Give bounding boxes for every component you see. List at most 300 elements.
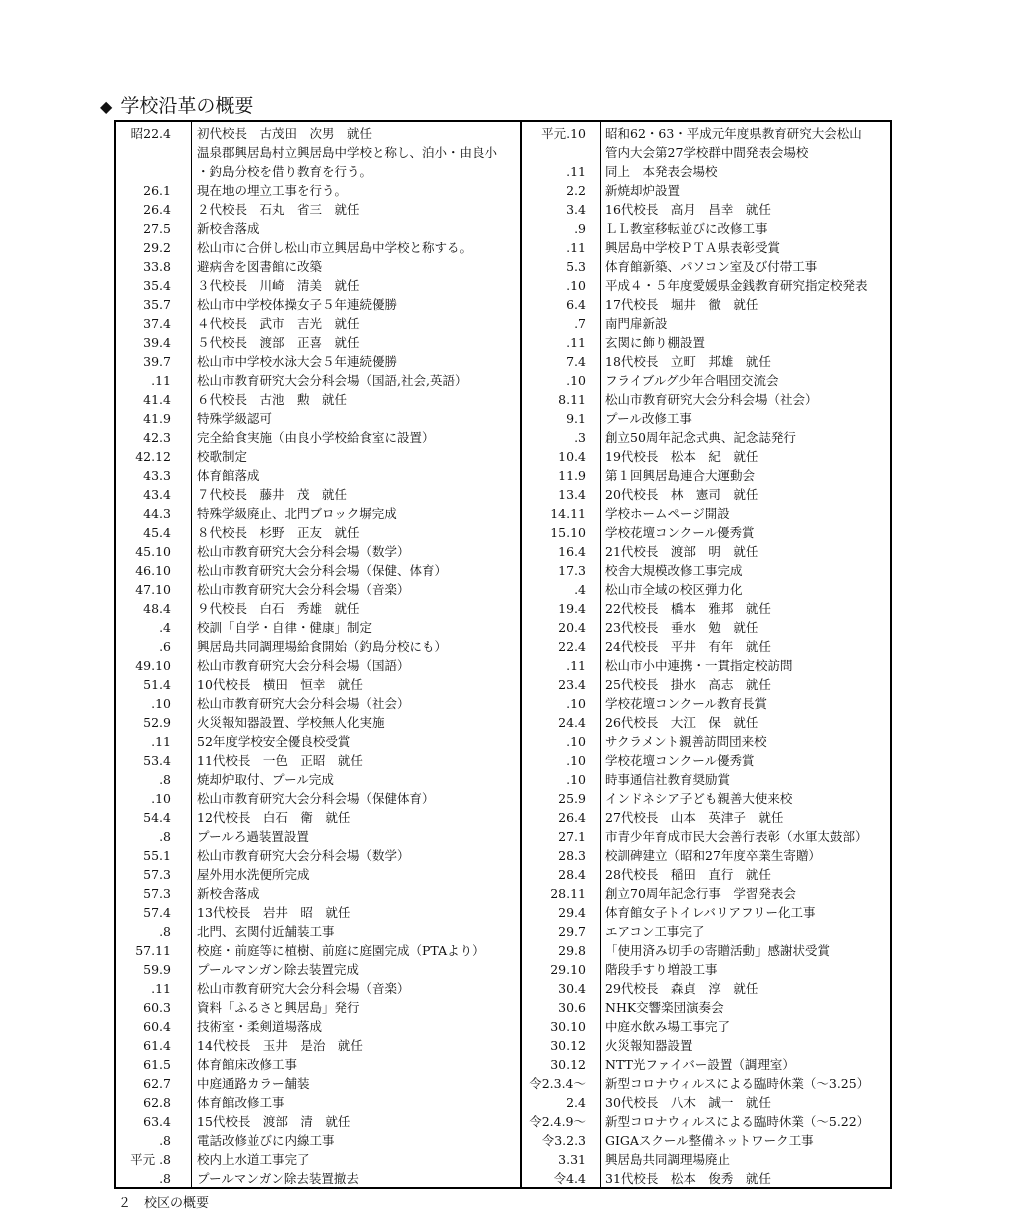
- history-row: [116, 466, 520, 485]
- history-event: 中庭水飲み場工事完了: [605, 1019, 731, 1034]
- history-date: 55.1: [143, 848, 171, 863]
- history-row: [522, 428, 890, 447]
- history-event: 現在地の埋立工事を行う。: [197, 183, 348, 198]
- history-event: 資料「ふるさと興居島」発行: [197, 1000, 360, 1015]
- history-row: [116, 523, 520, 542]
- history-event: 松山市小中連携・一貫指定校訪問: [605, 658, 793, 673]
- history-event: 校舎大規模改修工事完成: [605, 563, 743, 578]
- history-row: [522, 276, 890, 295]
- history-event: 学校花壇コンクール教育長賞: [605, 696, 768, 711]
- history-row: [116, 1036, 520, 1055]
- history-date: 平元 .8: [130, 1152, 171, 1167]
- history-event: ２代校長 石丸 省三 就任: [197, 202, 360, 217]
- history-row: [116, 580, 520, 599]
- history-event: 同上 本発表会場校: [605, 164, 718, 179]
- history-event: 平成４・５年度愛媛県金銭教育研究指定校発表: [605, 278, 868, 293]
- history-event: 14代校長 玉井 是治 就任: [197, 1038, 363, 1053]
- history-row: [116, 903, 520, 922]
- history-date: 22.4: [558, 639, 586, 654]
- history-event: 校訓碑建立（昭和27年度卒業生寄贈）: [605, 848, 821, 863]
- history-date: 30.4: [558, 981, 586, 996]
- history-date: 9.1: [566, 411, 586, 426]
- history-row: [522, 884, 890, 903]
- history-event: 興居島中学校ＰＴＡ県表彰受賞: [605, 240, 781, 255]
- history-row: [116, 504, 520, 523]
- history-event: NHK交響楽団演奏会: [605, 1000, 724, 1015]
- history-date: .9: [574, 221, 586, 236]
- history-event: サクラメント親善訪問団来校: [605, 734, 767, 749]
- history-date: 15.10: [550, 525, 586, 540]
- history-row: [116, 789, 520, 808]
- history-event: 屋外用水洗便所完成: [197, 867, 310, 882]
- history-date: 52.9: [143, 715, 171, 730]
- history-event: ５代校長 渡部 正喜 就任: [197, 335, 360, 350]
- history-event: フライブルグ少年合唱団交流会: [605, 373, 779, 388]
- history-event: 学校ホームページ開設: [605, 506, 730, 521]
- history-row: [522, 1112, 890, 1131]
- history-date: 17.3: [558, 563, 586, 578]
- history-event: 新校舎落成: [197, 221, 260, 236]
- history-date: 35.7: [143, 297, 171, 312]
- history-event: 創立50周年記念式典、記念誌発行: [605, 430, 796, 445]
- history-row: [116, 542, 520, 561]
- history-event: 15代校長 渡部 清 就任: [197, 1114, 351, 1129]
- history-row: [116, 447, 520, 466]
- history-date: .10: [151, 696, 171, 711]
- history-event: 体育館新築、パソコン室及び付帯工事: [605, 259, 818, 274]
- history-event: 完全給食実施（由良小学校給食室に設置）: [197, 430, 435, 445]
- history-row: [522, 846, 890, 865]
- history-event: 技術室・柔剣道場落成: [197, 1019, 323, 1034]
- history-event: エアコン工事完了: [605, 924, 705, 939]
- history-date: 令4.4: [553, 1171, 586, 1186]
- history-date: .3: [574, 430, 586, 445]
- history-event: 25代校長 掛水 高志 就任: [605, 677, 771, 692]
- history-event: 校内上水道工事完了: [197, 1152, 310, 1167]
- history-date: 49.10: [135, 658, 171, 673]
- history-row: [522, 922, 890, 941]
- history-event: 28代校長 稲田 直行 就任: [605, 867, 771, 882]
- history-row: [522, 1017, 890, 1036]
- history-row: [522, 181, 890, 200]
- history-date: 20.4: [558, 620, 586, 635]
- history-row: [116, 713, 520, 732]
- history-row: [116, 1017, 520, 1036]
- history-date: 57.11: [135, 943, 171, 958]
- history-event: ９代校長 白石 秀雄 就任: [197, 601, 360, 616]
- history-date: 24.4: [558, 715, 586, 730]
- history-row: [116, 409, 520, 428]
- history-event: 10代校長 横田 恒幸 就任: [197, 677, 363, 692]
- history-row: [116, 257, 520, 276]
- history-row: [522, 542, 890, 561]
- history-date: 60.3: [143, 1000, 171, 1015]
- history-row: [116, 618, 520, 637]
- history-event: 北門、玄関付近舗装工事: [197, 924, 335, 939]
- history-row: [116, 1169, 520, 1188]
- history-event: 新焼却炉設置: [605, 183, 681, 198]
- history-event: プールマンガン除去装置撤去: [197, 1171, 359, 1186]
- history-row: [522, 1169, 890, 1188]
- history-date: .10: [566, 373, 586, 388]
- history-row: [116, 732, 520, 751]
- history-table: [114, 120, 892, 1189]
- history-date: 26.4: [143, 202, 171, 217]
- history-date: 37.4: [143, 316, 171, 331]
- history-row: [116, 162, 520, 181]
- history-date: 41.9: [143, 411, 171, 426]
- history-event: 松山市教育研究大会分科会場（国語,社会,英語）: [197, 373, 468, 388]
- history-date: .10: [566, 753, 586, 768]
- history-event: 興居島共同調理場廃止: [605, 1152, 731, 1167]
- history-event: 13代校長 岩井 昭 就任: [197, 905, 351, 920]
- history-row: [116, 1131, 520, 1150]
- history-row: [522, 998, 890, 1017]
- history-row: [116, 352, 520, 371]
- history-event: 19代校長 松本 紀 就任: [605, 449, 759, 464]
- history-row: [116, 314, 520, 333]
- history-row: [522, 1131, 890, 1150]
- history-date: 19.4: [558, 601, 586, 616]
- history-date: 30.6: [558, 1000, 586, 1015]
- history-date: 62.8: [143, 1095, 171, 1110]
- history-date: 28.4: [558, 867, 586, 882]
- history-row: [522, 941, 890, 960]
- history-date: 61.4: [143, 1038, 171, 1053]
- history-event: 松山市教育研究大会分科会場（社会）: [197, 696, 410, 711]
- history-event: 新型コロナウィルスによる臨時休業（～3.25）: [605, 1076, 870, 1091]
- history-date: [522, 143, 600, 162]
- history-row: [522, 1150, 890, 1169]
- history-date: 39.4: [143, 335, 171, 350]
- history-event: 管内大会第27学校群中間発表会場校: [605, 145, 809, 160]
- history-date: .6: [159, 639, 171, 654]
- history-date: .10: [566, 278, 586, 293]
- history-date: 27.1: [558, 829, 586, 844]
- history-event: 体育館床改修工事: [197, 1057, 298, 1072]
- history-event: 玄関に飾り棚設置: [605, 335, 706, 350]
- history-event: 新型コロナウィルスによる臨時休業（～5.22）: [605, 1114, 870, 1129]
- history-row: [522, 390, 890, 409]
- history-date: 25.9: [558, 791, 586, 806]
- history-date: [116, 143, 191, 162]
- history-date: 令2.4.9～: [529, 1114, 586, 1129]
- history-row: [522, 827, 890, 846]
- history-date: 48.4: [143, 601, 171, 616]
- history-event: 校歌制定: [197, 449, 248, 464]
- history-row: [522, 447, 890, 466]
- history-date: 42.12: [135, 449, 171, 464]
- history-event: 市青少年育成市民大会善行表彰（水軍太鼓部）: [605, 829, 868, 844]
- history-event: 22代校長 橋本 雅邦 就任: [605, 601, 771, 616]
- history-date: 45.10: [135, 544, 171, 559]
- next-section-heading: ２ 校区の概要: [118, 1196, 210, 1211]
- history-row: [522, 637, 890, 656]
- history-row: [116, 295, 520, 314]
- history-date: 6.4: [566, 297, 586, 312]
- history-row: [522, 732, 890, 751]
- history-event: 温泉郡興居島村立興居島中学校と称し、泊小・由良小: [197, 145, 498, 160]
- history-event: 焼却炉取付、プール完成: [197, 772, 334, 787]
- history-row: [116, 238, 520, 257]
- history-event: ６代校長 古池 勲 就任: [197, 392, 348, 407]
- history-date: .11: [151, 981, 171, 996]
- history-event: ８代校長 杉野 正友 就任: [197, 525, 360, 540]
- history-row: [522, 903, 890, 922]
- history-date: 43.4: [143, 487, 171, 502]
- history-row: [116, 751, 520, 770]
- history-event: 松山市教育研究大会分科会場（数学）: [197, 544, 410, 559]
- history-date: .8: [159, 924, 171, 939]
- history-event: 24代校長 平井 有年 就任: [605, 639, 771, 654]
- history-event: ７代校長 藤井 茂 就任: [197, 487, 348, 502]
- history-event: 学校花壇コンクール優秀賞: [605, 753, 755, 768]
- history-date: 46.10: [135, 563, 171, 578]
- history-row: [522, 333, 890, 352]
- history-event: 特殊学級廃止、北門ブロック塀完成: [197, 506, 397, 521]
- history-row: [522, 200, 890, 219]
- history-date: 57.3: [143, 867, 171, 882]
- history-event: ・釣島分校を借り教育を行う。: [197, 164, 373, 179]
- history-event: 初代校長 古茂田 次男 就任: [197, 126, 373, 141]
- section-heading: [100, 94, 253, 119]
- history-event: 23代校長 垂水 勉 就任: [605, 620, 759, 635]
- history-row: [522, 371, 890, 390]
- history-event: 松山市全域の校区弾力化: [605, 582, 743, 597]
- history-date: 13.4: [558, 487, 586, 502]
- history-row: [522, 409, 890, 428]
- history-date: 35.4: [143, 278, 171, 293]
- history-row: [522, 865, 890, 884]
- history-event: 火災報知器設置: [605, 1038, 693, 1053]
- diamond-icon: ◆: [100, 97, 113, 116]
- history-date: .8: [159, 1133, 171, 1148]
- history-row: [522, 751, 890, 770]
- history-date: .11: [566, 658, 586, 673]
- history-row: [116, 181, 520, 200]
- history-date: 63.4: [143, 1114, 171, 1129]
- history-event: 松山市中学校体操女子５年連続優勝: [197, 297, 398, 312]
- history-row: [116, 333, 520, 352]
- history-row: [116, 219, 520, 238]
- history-event: 20代校長 林 憲司 就任: [605, 487, 759, 502]
- history-date: 30.12: [550, 1057, 586, 1072]
- history-date: .4: [159, 620, 171, 635]
- history-row: [522, 352, 890, 371]
- history-event: 27代校長 山本 英津子 就任: [605, 810, 784, 825]
- history-row: [522, 1055, 890, 1074]
- history-row: [116, 960, 520, 979]
- history-row: [116, 599, 520, 618]
- history-event: 松山市教育研究大会分科会場（数学）: [197, 848, 410, 863]
- history-date: .8: [159, 1171, 171, 1186]
- history-row: [116, 1055, 520, 1074]
- history-event: 16代校長 高月 昌幸 就任: [605, 202, 771, 217]
- history-date: 10.4: [558, 449, 586, 464]
- history-event: 火災報知器設置、学校無人化実施: [197, 715, 385, 730]
- history-row: [116, 143, 520, 162]
- history-event: ３代校長 川崎 清美 就任: [197, 278, 360, 293]
- history-row: [522, 162, 890, 181]
- history-date: .11: [566, 335, 586, 350]
- history-date: 57.4: [143, 905, 171, 920]
- history-row: [116, 1093, 520, 1112]
- history-row: [522, 694, 890, 713]
- history-date: 28.11: [550, 886, 586, 901]
- history-row: [522, 1036, 890, 1055]
- history-date: 14.11: [550, 506, 586, 521]
- history-event: 18代校長 立町 邦雄 就任: [605, 354, 771, 369]
- history-date: 29.2: [143, 240, 171, 255]
- history-row: [116, 675, 520, 694]
- history-date: .8: [159, 829, 171, 844]
- history-date: 39.7: [143, 354, 171, 369]
- history-row: [522, 675, 890, 694]
- history-row: [116, 637, 520, 656]
- history-event: 体育館女子トイレバリアフリー化工事: [605, 905, 816, 920]
- history-event: 29代校長 森貞 淳 就任: [605, 981, 759, 996]
- history-event: 松山市教育研究大会分科会場（保健、体育）: [197, 563, 448, 578]
- history-row: [522, 618, 890, 637]
- history-row: [522, 580, 890, 599]
- history-row: [116, 124, 520, 143]
- history-event: 階段手すり増設工事: [605, 962, 718, 977]
- history-date: 29.7: [558, 924, 586, 939]
- history-event: 21代校長 渡部 明 就任: [605, 544, 759, 559]
- history-event: インドネシア子ども親善大使来校: [605, 791, 793, 806]
- history-row: [116, 276, 520, 295]
- history-event: 学校花壇コンクール優秀賞: [605, 525, 755, 540]
- history-date: 29.8: [558, 943, 586, 958]
- history-date: 2.2: [566, 183, 586, 198]
- history-date: 57.3: [143, 886, 171, 901]
- history-date: .10: [566, 772, 586, 787]
- history-date: 44.3: [143, 506, 171, 521]
- history-row: [522, 979, 890, 998]
- history-date: 3.4: [566, 202, 586, 217]
- history-event: 11代校長 一色 正昭 就任: [197, 753, 363, 768]
- history-row: [116, 941, 520, 960]
- history-date: 43.3: [143, 468, 171, 483]
- history-date: 23.4: [558, 677, 586, 692]
- history-event: 松山市中学校水泳大会５年連続優勝: [197, 354, 398, 369]
- history-date: 59.9: [143, 962, 171, 977]
- section-title: 学校沿革の概要: [120, 95, 254, 117]
- history-date: 30.12: [550, 1038, 586, 1053]
- history-date: 42.3: [143, 430, 171, 445]
- history-date: 54.4: [143, 810, 171, 825]
- history-row: [116, 979, 520, 998]
- history-event: 校訓「自学・自律・健康」制定: [197, 620, 373, 635]
- history-event: 12代校長 白石 衛 就任: [197, 810, 351, 825]
- history-row: [522, 656, 890, 675]
- history-event: ４代校長 武市 吉光 就任: [197, 316, 360, 331]
- history-event: プールろ過装置設置: [197, 829, 309, 844]
- history-row: [522, 713, 890, 732]
- history-event: 電話改修並びに内線工事: [197, 1133, 335, 1148]
- history-event: プール改修工事: [605, 411, 692, 426]
- history-event: 30代校長 八木 誠一 就任: [605, 1095, 771, 1110]
- history-date: 昭22.4: [130, 126, 171, 141]
- history-row: [522, 523, 890, 542]
- history-date: .11: [566, 164, 586, 179]
- history-date: 29.10: [550, 962, 586, 977]
- history-date: 8.11: [558, 392, 586, 407]
- history-row: [522, 561, 890, 580]
- history-event: 松山市教育研究大会分科会場（保健体育）: [197, 791, 435, 806]
- history-row: [116, 428, 520, 447]
- history-event: 興居島共同調理場給食開始（釣島分校にも）: [197, 639, 448, 654]
- history-event: 松山市教育研究大会分科会場（音楽）: [197, 582, 410, 597]
- history-row: [522, 599, 890, 618]
- history-row: [522, 143, 890, 162]
- history-row: [522, 770, 890, 789]
- history-event: 17代校長 堀井 徹 就任: [605, 297, 759, 312]
- history-event: 避病舎を図書館に改築: [197, 259, 323, 274]
- history-event: 昭和62・63・平成元年度県教育研究大会松山: [605, 126, 862, 141]
- history-date: 16.4: [558, 544, 586, 559]
- history-row: [116, 884, 520, 903]
- history-event: 52年度学校安全優良校受賞: [197, 734, 351, 749]
- history-date: 平元.10: [541, 126, 586, 141]
- history-event: 南門扉新設: [605, 316, 668, 331]
- history-row: [116, 808, 520, 827]
- history-date: .8: [159, 772, 171, 787]
- history-row: [116, 485, 520, 504]
- history-date: 45.4: [143, 525, 171, 540]
- history-date: 3.31: [558, 1152, 586, 1167]
- history-event: 「使用済み切手の寄贈活動」感謝状受賞: [605, 943, 831, 958]
- history-row: [522, 466, 890, 485]
- history-row: [116, 656, 520, 675]
- history-date: 33.8: [143, 259, 171, 274]
- history-event: 校庭・前庭等に植樹、前庭に庭園完成（PTAより）: [197, 943, 485, 958]
- history-date: 27.5: [143, 221, 171, 236]
- history-row: [116, 770, 520, 789]
- history-row: [116, 1112, 520, 1131]
- history-row: [522, 257, 890, 276]
- history-date: 11.9: [558, 468, 586, 483]
- history-event: 31代校長 松本 俊秀 就任: [605, 1171, 771, 1186]
- history-date: 7.4: [566, 354, 586, 369]
- history-row: [522, 504, 890, 523]
- history-date: .11: [566, 240, 586, 255]
- history-row: [116, 390, 520, 409]
- history-event: 新校舎落成: [197, 886, 260, 901]
- history-date: .10: [566, 696, 586, 711]
- history-date: 28.3: [558, 848, 586, 863]
- history-date: 53.4: [143, 753, 171, 768]
- history-event: 体育館改修工事: [197, 1095, 285, 1110]
- history-date: 47.10: [135, 582, 171, 597]
- history-row: [116, 1150, 520, 1169]
- history-row: [116, 200, 520, 219]
- history-date: 61.5: [143, 1057, 171, 1072]
- history-date: .11: [151, 734, 171, 749]
- history-date: .10: [151, 791, 171, 806]
- history-date: 62.7: [143, 1076, 171, 1091]
- history-date: .7: [574, 316, 586, 331]
- history-row: [116, 1074, 520, 1093]
- history-event: 創立70周年記念行事 学習発表会: [605, 886, 796, 901]
- history-date: 30.10: [550, 1019, 586, 1034]
- left-column: [116, 124, 520, 1188]
- history-date: 51.4: [143, 677, 171, 692]
- history-row: [116, 998, 520, 1017]
- history-event: 松山市に合併し松山市立興居島中学校と称する。: [197, 240, 473, 255]
- history-row: [522, 295, 890, 314]
- history-event: ＬＬ教室移転並びに改修工事: [605, 221, 768, 236]
